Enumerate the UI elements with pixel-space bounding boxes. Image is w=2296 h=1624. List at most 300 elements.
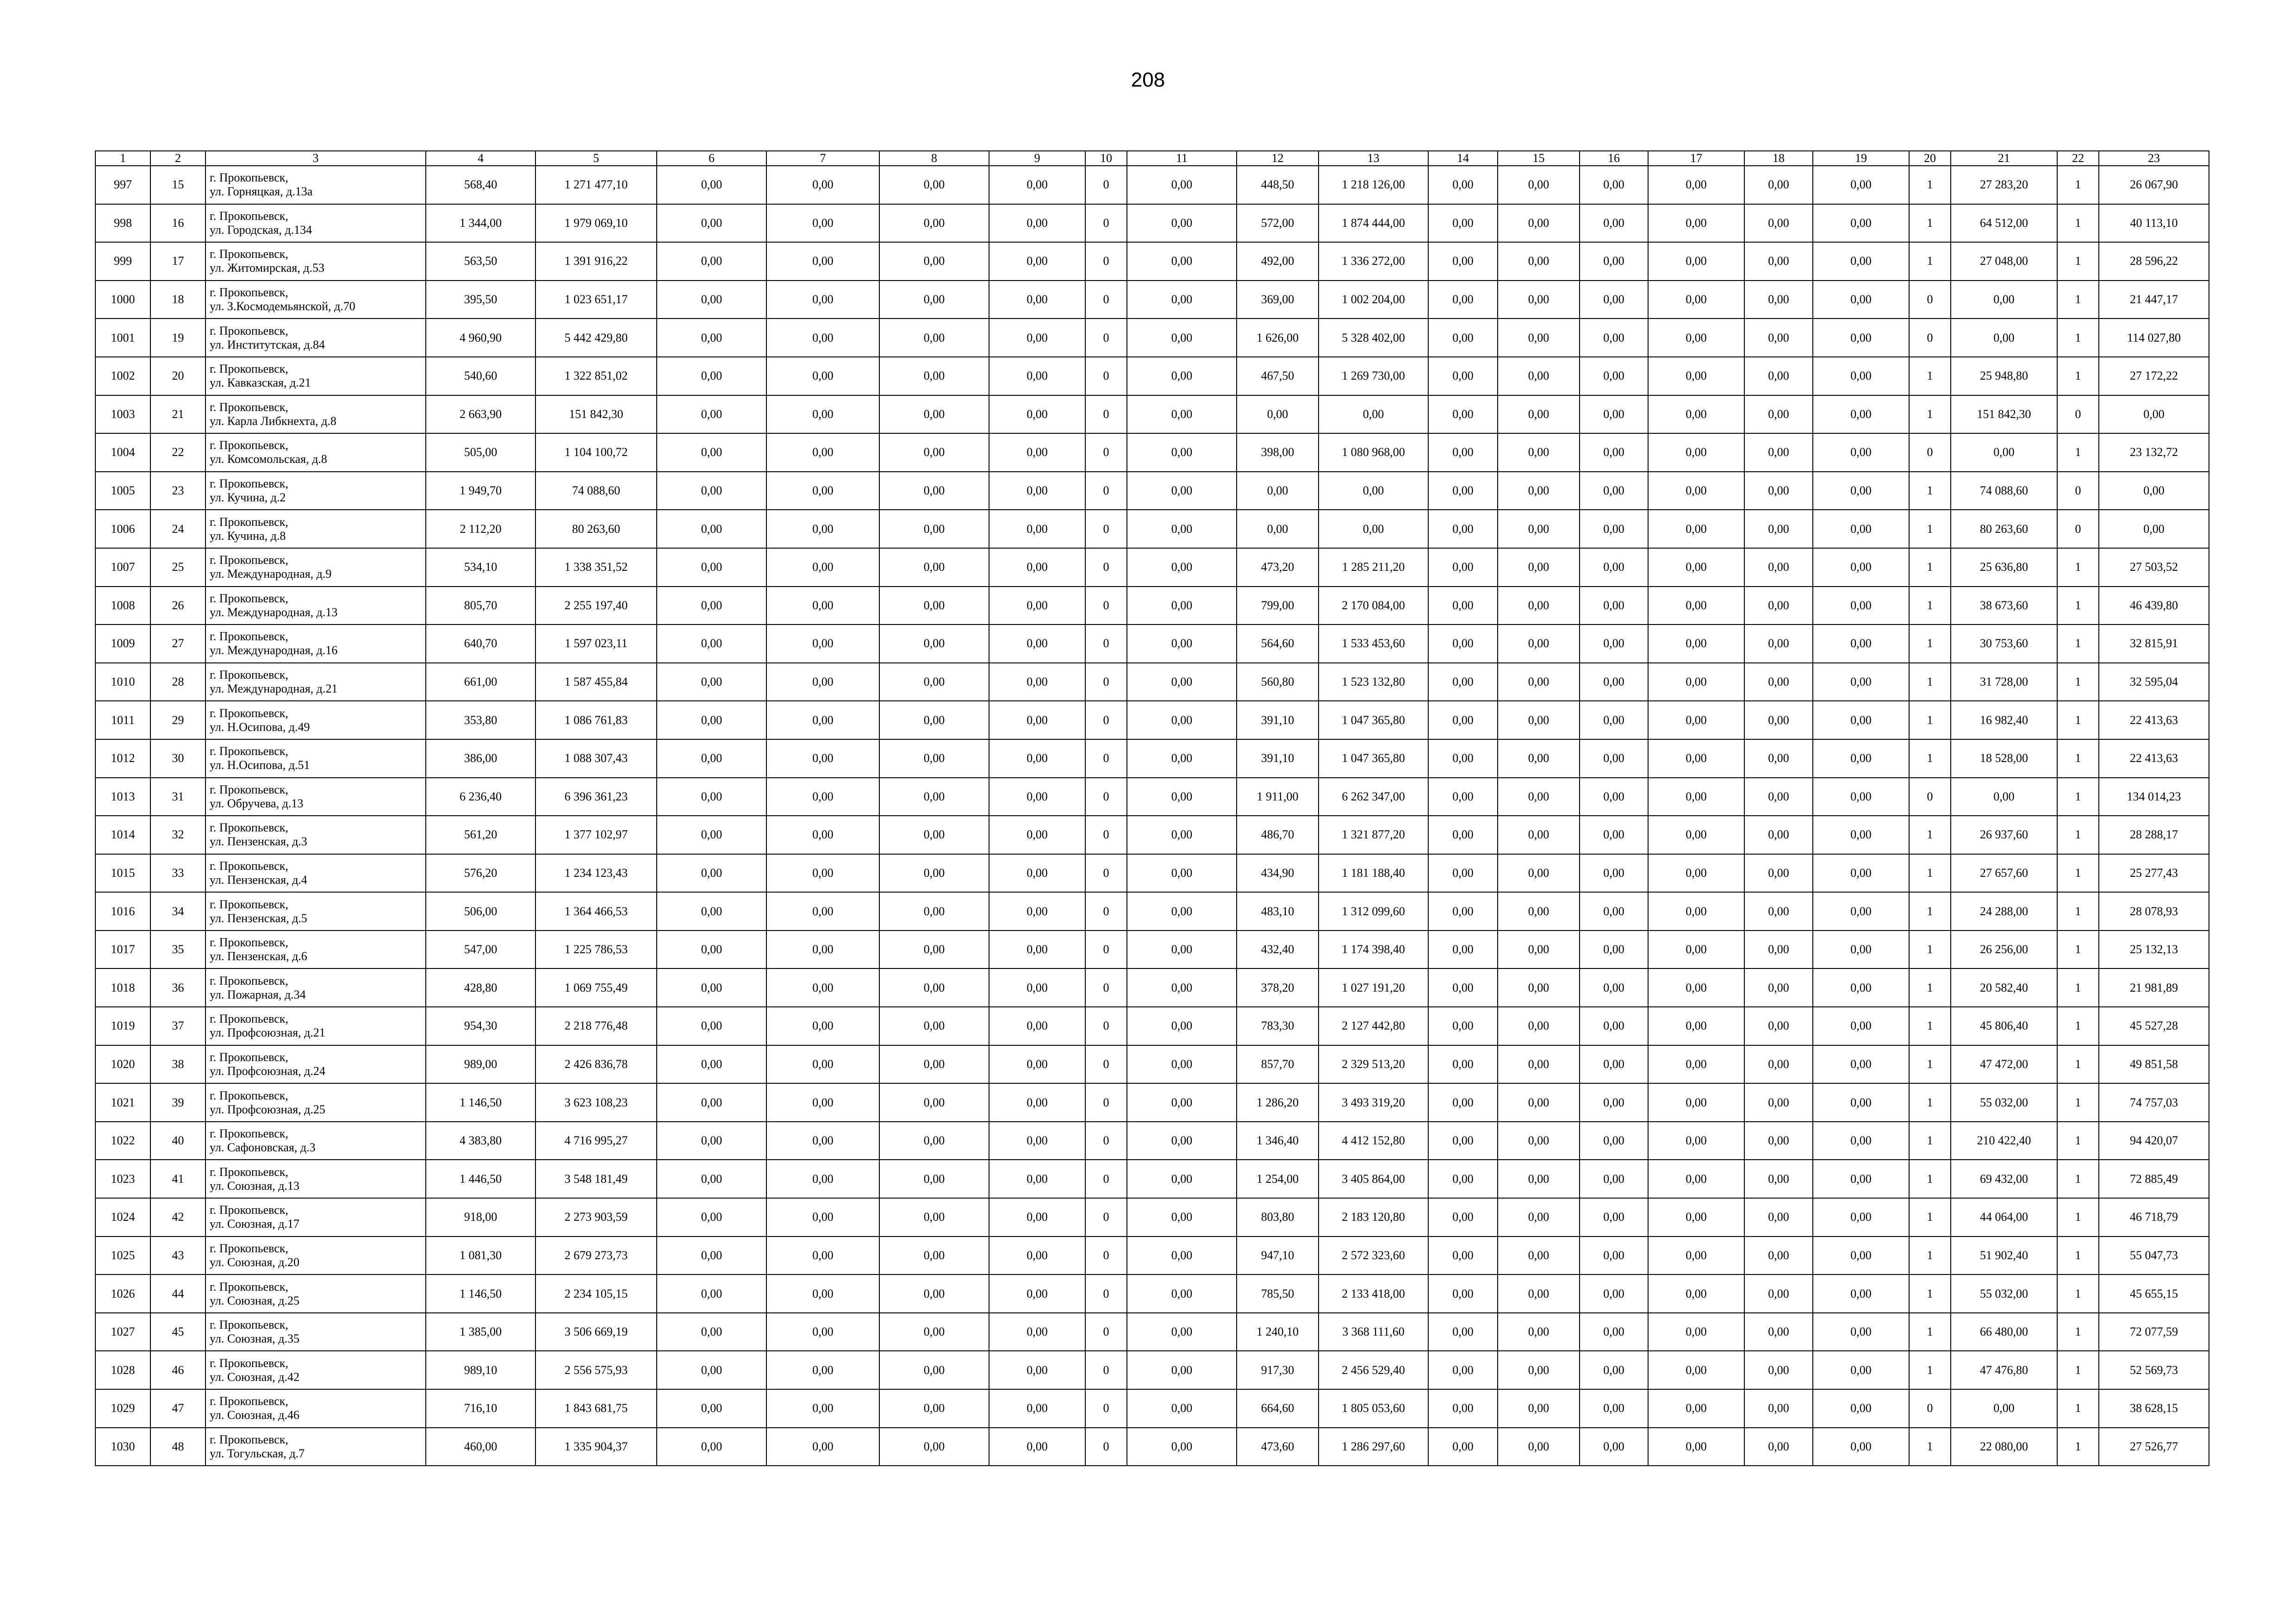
cell-col-19: 0,00 <box>1813 1083 1909 1122</box>
cell-col-5: 3 623 108,23 <box>535 1083 657 1122</box>
cell-col-23: 28 078,93 <box>2099 892 2209 931</box>
cell-col-19: 0,00 <box>1813 625 1909 663</box>
cell-col-18: 0,00 <box>1744 739 1813 778</box>
cell-col-22: 1 <box>2057 1198 2099 1237</box>
address-cell <box>205 892 426 931</box>
cell-col-10: 0 <box>1085 816 1127 854</box>
cell-col-16: 0,00 <box>1580 166 1648 204</box>
address-cell <box>205 1274 426 1313</box>
cell-col-9: 0,00 <box>989 816 1085 854</box>
address-street: ул. Союзная, д.17 <box>210 1217 300 1231</box>
address-cell <box>205 1428 426 1466</box>
cell-col-14: 0,00 <box>1428 1045 1498 1084</box>
cell-col-2: 45 <box>150 1313 205 1351</box>
cell-col-21: 20 582,40 <box>1951 968 2057 1007</box>
cell-col-21: 55 032,00 <box>1951 1083 2057 1122</box>
cell-col-21: 0,00 <box>1951 281 2057 319</box>
cell-col-23: 25 277,43 <box>2099 854 2209 893</box>
cell-col-8: 0,00 <box>879 854 989 893</box>
cell-col-15: 0,00 <box>1498 892 1580 931</box>
cell-col-4: 576,20 <box>426 854 535 893</box>
cell-col-5: 1 023 651,17 <box>535 281 657 319</box>
table-row <box>95 587 2209 625</box>
cell-col-18: 0,00 <box>1744 242 1813 281</box>
cell-col-1: 1021 <box>95 1083 150 1122</box>
cell-col-22: 1 <box>2057 816 2099 854</box>
cell-col-5: 1 234 123,43 <box>535 854 657 893</box>
cell-col-13: 1 174 398,40 <box>1319 931 1428 969</box>
address-street: ул. Профсоюзная, д.25 <box>210 1102 325 1116</box>
table-row <box>95 968 2209 1007</box>
cell-col-10: 0 <box>1085 1428 1127 1466</box>
cell-col-1: 997 <box>95 166 150 204</box>
address-city: г. Прокопьевск, <box>210 362 288 376</box>
cell-col-15: 0,00 <box>1498 1274 1580 1313</box>
cell-col-19: 0,00 <box>1813 968 1909 1007</box>
cell-col-4: 1 385,00 <box>426 1313 535 1351</box>
cell-col-17: 0,00 <box>1648 357 1744 395</box>
cell-col-1: 1025 <box>95 1237 150 1275</box>
address-cell <box>205 204 426 243</box>
cell-col-19: 0,00 <box>1813 204 1909 243</box>
cell-col-5: 2 255 197,40 <box>535 587 657 625</box>
cell-col-19: 0,00 <box>1813 1274 1909 1313</box>
cell-col-23: 114 027,80 <box>2099 319 2209 357</box>
cell-col-8: 0,00 <box>879 1274 989 1313</box>
cell-col-7: 0,00 <box>766 854 879 893</box>
cell-col-2: 24 <box>150 510 205 548</box>
column-number-22: 22 <box>2057 151 2099 166</box>
cell-col-15: 0,00 <box>1498 1007 1580 1045</box>
cell-col-13: 2 127 442,80 <box>1319 1007 1428 1045</box>
cell-col-23: 27 503,52 <box>2099 548 2209 587</box>
cell-col-7: 0,00 <box>766 587 879 625</box>
cell-col-2: 34 <box>150 892 205 931</box>
cell-col-23: 21 981,89 <box>2099 968 2209 1007</box>
cell-col-19: 0,00 <box>1813 166 1909 204</box>
table-body <box>95 151 2209 1466</box>
cell-col-20: 1 <box>1909 1045 1951 1084</box>
cell-col-14: 0,00 <box>1428 778 1498 816</box>
table-row <box>95 1007 2209 1045</box>
cell-col-4: 640,70 <box>426 625 535 663</box>
cell-col-16: 0,00 <box>1580 433 1648 472</box>
cell-col-23: 25 132,13 <box>2099 931 2209 969</box>
cell-col-2: 47 <box>150 1389 205 1428</box>
cell-col-19: 0,00 <box>1813 1351 1909 1389</box>
cell-col-7: 0,00 <box>766 319 879 357</box>
cell-col-15: 0,00 <box>1498 1389 1580 1428</box>
cell-col-12: 664,60 <box>1237 1389 1319 1428</box>
cell-col-23: 40 113,10 <box>2099 204 2209 243</box>
cell-col-16: 0,00 <box>1580 1351 1648 1389</box>
cell-col-13: 2 133 418,00 <box>1319 1274 1428 1313</box>
cell-col-20: 0 <box>1909 778 1951 816</box>
cell-col-8: 0,00 <box>879 968 989 1007</box>
cell-col-21: 0,00 <box>1951 433 2057 472</box>
cell-col-1: 1023 <box>95 1160 150 1198</box>
cell-col-13: 0,00 <box>1319 510 1428 548</box>
cell-col-6: 0,00 <box>657 625 766 663</box>
cell-col-21: 25 636,80 <box>1951 548 2057 587</box>
cell-col-7: 0,00 <box>766 1237 879 1275</box>
cell-col-11: 0,00 <box>1127 663 1237 701</box>
cell-col-7: 0,00 <box>766 548 879 587</box>
cell-col-23: 72 885,49 <box>2099 1160 2209 1198</box>
cell-col-8: 0,00 <box>879 242 989 281</box>
cell-col-12: 391,10 <box>1237 739 1319 778</box>
cell-col-15: 0,00 <box>1498 242 1580 281</box>
cell-col-12: 785,50 <box>1237 1274 1319 1313</box>
cell-col-19: 0,00 <box>1813 1237 1909 1275</box>
cell-col-12: 492,00 <box>1237 242 1319 281</box>
cell-col-5: 1 225 786,53 <box>535 931 657 969</box>
cell-col-11: 0,00 <box>1127 1351 1237 1389</box>
cell-col-17: 0,00 <box>1648 242 1744 281</box>
cell-col-18: 0,00 <box>1744 472 1813 510</box>
cell-col-17: 0,00 <box>1648 1083 1744 1122</box>
cell-col-12: 947,10 <box>1237 1237 1319 1275</box>
cell-col-11: 0,00 <box>1127 816 1237 854</box>
cell-col-8: 0,00 <box>879 1198 989 1237</box>
cell-col-2: 15 <box>150 166 205 204</box>
cell-col-21: 16 982,40 <box>1951 701 2057 739</box>
cell-col-15: 0,00 <box>1498 701 1580 739</box>
cell-col-7: 0,00 <box>766 701 879 739</box>
cell-col-8: 0,00 <box>879 587 989 625</box>
cell-col-6: 0,00 <box>657 1313 766 1351</box>
table-row <box>95 472 2209 510</box>
column-number-23: 23 <box>2099 151 2209 166</box>
cell-col-16: 0,00 <box>1580 1428 1648 1466</box>
cell-col-10: 0 <box>1085 778 1127 816</box>
cell-col-16: 0,00 <box>1580 701 1648 739</box>
data-table <box>95 150 2209 1466</box>
cell-col-10: 0 <box>1085 1007 1127 1045</box>
cell-col-6: 0,00 <box>657 472 766 510</box>
cell-col-20: 0 <box>1909 319 1951 357</box>
cell-col-22: 1 <box>2057 1083 2099 1122</box>
address-street: ул. Профсоюзная, д.21 <box>210 1026 325 1040</box>
cell-col-8: 0,00 <box>879 395 989 434</box>
column-number-17: 17 <box>1648 151 1744 166</box>
cell-col-10: 0 <box>1085 931 1127 969</box>
cell-col-20: 1 <box>1909 625 1951 663</box>
cell-col-17: 0,00 <box>1648 510 1744 548</box>
cell-col-5: 2 426 836,78 <box>535 1045 657 1084</box>
cell-col-1: 1026 <box>95 1274 150 1313</box>
address-city: г. Прокопьевск, <box>210 974 288 987</box>
cell-col-22: 1 <box>2057 931 2099 969</box>
cell-col-12: 803,80 <box>1237 1198 1319 1237</box>
table-row <box>95 778 2209 816</box>
cell-col-8: 0,00 <box>879 625 989 663</box>
cell-col-10: 0 <box>1085 968 1127 1007</box>
cell-col-10: 0 <box>1085 892 1127 931</box>
cell-col-1: 1016 <box>95 892 150 931</box>
cell-col-4: 954,30 <box>426 1007 535 1045</box>
cell-col-10: 0 <box>1085 510 1127 548</box>
cell-col-16: 0,00 <box>1580 854 1648 893</box>
cell-col-6: 0,00 <box>657 204 766 243</box>
cell-col-1: 1015 <box>95 854 150 893</box>
cell-col-6: 0,00 <box>657 395 766 434</box>
cell-col-9: 0,00 <box>989 1428 1085 1466</box>
cell-col-14: 0,00 <box>1428 1237 1498 1275</box>
cell-col-1: 1029 <box>95 1389 150 1428</box>
address-city: г. Прокопьевск, <box>210 515 288 529</box>
column-number-4: 4 <box>426 151 535 166</box>
cell-col-17: 0,00 <box>1648 1237 1744 1275</box>
cell-col-21: 47 476,80 <box>1951 1351 2057 1389</box>
cell-col-2: 30 <box>150 739 205 778</box>
table-row <box>95 357 2209 395</box>
address-street: ул. Пензенская, д.6 <box>210 949 307 963</box>
cell-col-14: 0,00 <box>1428 625 1498 663</box>
cell-col-23: 38 628,15 <box>2099 1389 2209 1428</box>
cell-col-23: 28 288,17 <box>2099 816 2209 854</box>
cell-col-8: 0,00 <box>879 1351 989 1389</box>
cell-col-21: 47 472,00 <box>1951 1045 2057 1084</box>
column-number-20: 20 <box>1909 151 1951 166</box>
cell-col-22: 1 <box>2057 204 2099 243</box>
cell-col-13: 1 002 204,00 <box>1319 281 1428 319</box>
cell-col-12: 378,20 <box>1237 968 1319 1007</box>
cell-col-8: 0,00 <box>879 510 989 548</box>
cell-col-18: 0,00 <box>1744 1007 1813 1045</box>
address-cell <box>205 433 426 472</box>
address-city: г. Прокопьевск, <box>210 706 288 720</box>
address-cell <box>205 1122 426 1160</box>
cell-col-10: 0 <box>1085 472 1127 510</box>
cell-col-2: 36 <box>150 968 205 1007</box>
cell-col-2: 31 <box>150 778 205 816</box>
cell-col-5: 1 088 307,43 <box>535 739 657 778</box>
cell-col-1: 1008 <box>95 587 150 625</box>
cell-col-1: 1009 <box>95 625 150 663</box>
address-street: ул. Тогульская, д.7 <box>210 1446 305 1460</box>
address-cell <box>205 242 426 281</box>
cell-col-14: 0,00 <box>1428 1428 1498 1466</box>
cell-col-7: 0,00 <box>766 166 879 204</box>
cell-col-22: 1 <box>2057 1237 2099 1275</box>
cell-col-10: 0 <box>1085 1389 1127 1428</box>
cell-col-16: 0,00 <box>1580 281 1648 319</box>
cell-col-1: 1000 <box>95 281 150 319</box>
cell-col-23: 55 047,73 <box>2099 1237 2209 1275</box>
cell-col-22: 1 <box>2057 587 2099 625</box>
cell-col-12: 369,00 <box>1237 281 1319 319</box>
cell-col-17: 0,00 <box>1648 433 1744 472</box>
cell-col-19: 0,00 <box>1813 892 1909 931</box>
cell-col-18: 0,00 <box>1744 1122 1813 1160</box>
address-street: ул. Институтская, д.84 <box>210 337 325 351</box>
cell-col-14: 0,00 <box>1428 1122 1498 1160</box>
address-city: г. Прокопьевск, <box>210 553 288 567</box>
cell-col-17: 0,00 <box>1648 892 1744 931</box>
cell-col-9: 0,00 <box>989 1007 1085 1045</box>
cell-col-16: 0,00 <box>1580 510 1648 548</box>
cell-col-7: 0,00 <box>766 931 879 969</box>
address-cell <box>205 739 426 778</box>
cell-col-13: 2 170 084,00 <box>1319 587 1428 625</box>
cell-col-19: 0,00 <box>1813 931 1909 969</box>
cell-col-9: 0,00 <box>989 1389 1085 1428</box>
address-cell <box>205 1237 426 1275</box>
address-street: ул. Кучина, д.8 <box>210 529 286 543</box>
cell-col-18: 0,00 <box>1744 1274 1813 1313</box>
column-number-10: 10 <box>1085 151 1127 166</box>
cell-col-23: 32 595,04 <box>2099 663 2209 701</box>
cell-col-1: 1024 <box>95 1198 150 1237</box>
cell-col-22: 1 <box>2057 548 2099 587</box>
cell-col-7: 0,00 <box>766 778 879 816</box>
cell-col-21: 24 288,00 <box>1951 892 2057 931</box>
cell-col-12: 1 286,20 <box>1237 1083 1319 1122</box>
cell-col-22: 1 <box>2057 1313 2099 1351</box>
cell-col-20: 1 <box>1909 854 1951 893</box>
cell-col-2: 46 <box>150 1351 205 1389</box>
cell-col-15: 0,00 <box>1498 1045 1580 1084</box>
cell-col-7: 0,00 <box>766 510 879 548</box>
address-cell <box>205 1351 426 1389</box>
cell-col-10: 0 <box>1085 281 1127 319</box>
address-city: г. Прокопьевск, <box>210 821 288 835</box>
cell-col-21: 51 902,40 <box>1951 1237 2057 1275</box>
cell-col-13: 2 456 529,40 <box>1319 1351 1428 1389</box>
cell-col-8: 0,00 <box>879 319 989 357</box>
cell-col-17: 0,00 <box>1648 1313 1744 1351</box>
cell-col-4: 460,00 <box>426 1428 535 1466</box>
cell-col-12: 0,00 <box>1237 510 1319 548</box>
cell-col-1: 1002 <box>95 357 150 395</box>
cell-col-20: 1 <box>1909 892 1951 931</box>
column-number-16: 16 <box>1580 151 1648 166</box>
cell-col-13: 1 047 365,80 <box>1319 701 1428 739</box>
cell-col-20: 1 <box>1909 1083 1951 1122</box>
cell-col-15: 0,00 <box>1498 968 1580 1007</box>
cell-col-9: 0,00 <box>989 854 1085 893</box>
cell-col-21: 0,00 <box>1951 319 2057 357</box>
address-city: г. Прокопьевск, <box>210 1050 288 1064</box>
cell-col-22: 1 <box>2057 892 2099 931</box>
table-row <box>95 739 2209 778</box>
cell-col-5: 2 273 903,59 <box>535 1198 657 1237</box>
cell-col-11: 0,00 <box>1127 739 1237 778</box>
cell-col-15: 0,00 <box>1498 1160 1580 1198</box>
cell-col-10: 0 <box>1085 1160 1127 1198</box>
address-cell <box>205 1160 426 1198</box>
address-cell <box>205 1007 426 1045</box>
cell-col-18: 0,00 <box>1744 281 1813 319</box>
cell-col-20: 1 <box>1909 166 1951 204</box>
cell-col-22: 1 <box>2057 968 2099 1007</box>
cell-col-10: 0 <box>1085 433 1127 472</box>
cell-col-17: 0,00 <box>1648 281 1744 319</box>
table-row <box>95 204 2209 243</box>
address-city: г. Прокопьевск, <box>210 1280 288 1293</box>
cell-col-9: 0,00 <box>989 625 1085 663</box>
cell-col-19: 0,00 <box>1813 395 1909 434</box>
address-city: г. Прокопьевск, <box>210 438 288 452</box>
cell-col-7: 0,00 <box>766 395 879 434</box>
cell-col-10: 0 <box>1085 242 1127 281</box>
cell-col-19: 0,00 <box>1813 854 1909 893</box>
cell-col-2: 27 <box>150 625 205 663</box>
cell-col-8: 0,00 <box>879 1160 989 1198</box>
cell-col-14: 0,00 <box>1428 739 1498 778</box>
address-cell <box>205 816 426 854</box>
cell-col-7: 0,00 <box>766 1083 879 1122</box>
cell-col-20: 1 <box>1909 204 1951 243</box>
cell-col-6: 0,00 <box>657 1160 766 1198</box>
cell-col-8: 0,00 <box>879 1007 989 1045</box>
address-street: ул. Международная, д.13 <box>210 605 338 619</box>
column-number-14: 14 <box>1428 151 1498 166</box>
cell-col-6: 0,00 <box>657 510 766 548</box>
cell-col-17: 0,00 <box>1648 1351 1744 1389</box>
cell-col-18: 0,00 <box>1744 663 1813 701</box>
cell-col-5: 80 263,60 <box>535 510 657 548</box>
cell-col-19: 0,00 <box>1813 357 1909 395</box>
cell-col-20: 1 <box>1909 587 1951 625</box>
cell-col-20: 1 <box>1909 357 1951 395</box>
cell-col-13: 1 181 188,40 <box>1319 854 1428 893</box>
column-number-12: 12 <box>1237 151 1319 166</box>
address-street: ул. Пензенская, д.4 <box>210 873 307 887</box>
cell-col-18: 0,00 <box>1744 854 1813 893</box>
cell-col-16: 0,00 <box>1580 357 1648 395</box>
cell-col-21: 44 064,00 <box>1951 1198 2057 1237</box>
cell-col-16: 0,00 <box>1580 319 1648 357</box>
cell-col-6: 0,00 <box>657 166 766 204</box>
cell-col-14: 0,00 <box>1428 892 1498 931</box>
cell-col-17: 0,00 <box>1648 166 1744 204</box>
cell-col-9: 0,00 <box>989 242 1085 281</box>
cell-col-9: 0,00 <box>989 968 1085 1007</box>
cell-col-1: 1001 <box>95 319 150 357</box>
cell-col-10: 0 <box>1085 1045 1127 1084</box>
cell-col-13: 1 027 191,20 <box>1319 968 1428 1007</box>
cell-col-12: 917,30 <box>1237 1351 1319 1389</box>
cell-col-21: 80 263,60 <box>1951 510 2057 548</box>
cell-col-21: 25 948,80 <box>1951 357 2057 395</box>
cell-col-20: 0 <box>1909 433 1951 472</box>
cell-col-21: 27 048,00 <box>1951 242 2057 281</box>
cell-col-12: 783,30 <box>1237 1007 1319 1045</box>
table-row <box>95 1198 2209 1237</box>
cell-col-7: 0,00 <box>766 1122 879 1160</box>
cell-col-11: 0,00 <box>1127 1428 1237 1466</box>
cell-col-16: 0,00 <box>1580 548 1648 587</box>
cell-col-2: 48 <box>150 1428 205 1466</box>
cell-col-5: 3 506 669,19 <box>535 1313 657 1351</box>
cell-col-22: 1 <box>2057 663 2099 701</box>
cell-col-10: 0 <box>1085 663 1127 701</box>
column-number-11: 11 <box>1127 151 1237 166</box>
cell-col-20: 1 <box>1909 1313 1951 1351</box>
cell-col-7: 0,00 <box>766 242 879 281</box>
address-cell <box>205 472 426 510</box>
cell-col-17: 0,00 <box>1648 472 1744 510</box>
cell-col-20: 1 <box>1909 739 1951 778</box>
cell-col-23: 21 447,17 <box>2099 281 2209 319</box>
cell-col-12: 564,60 <box>1237 625 1319 663</box>
cell-col-4: 561,20 <box>426 816 535 854</box>
cell-col-20: 1 <box>1909 701 1951 739</box>
address-cell <box>205 854 426 893</box>
cell-col-19: 0,00 <box>1813 1313 1909 1351</box>
